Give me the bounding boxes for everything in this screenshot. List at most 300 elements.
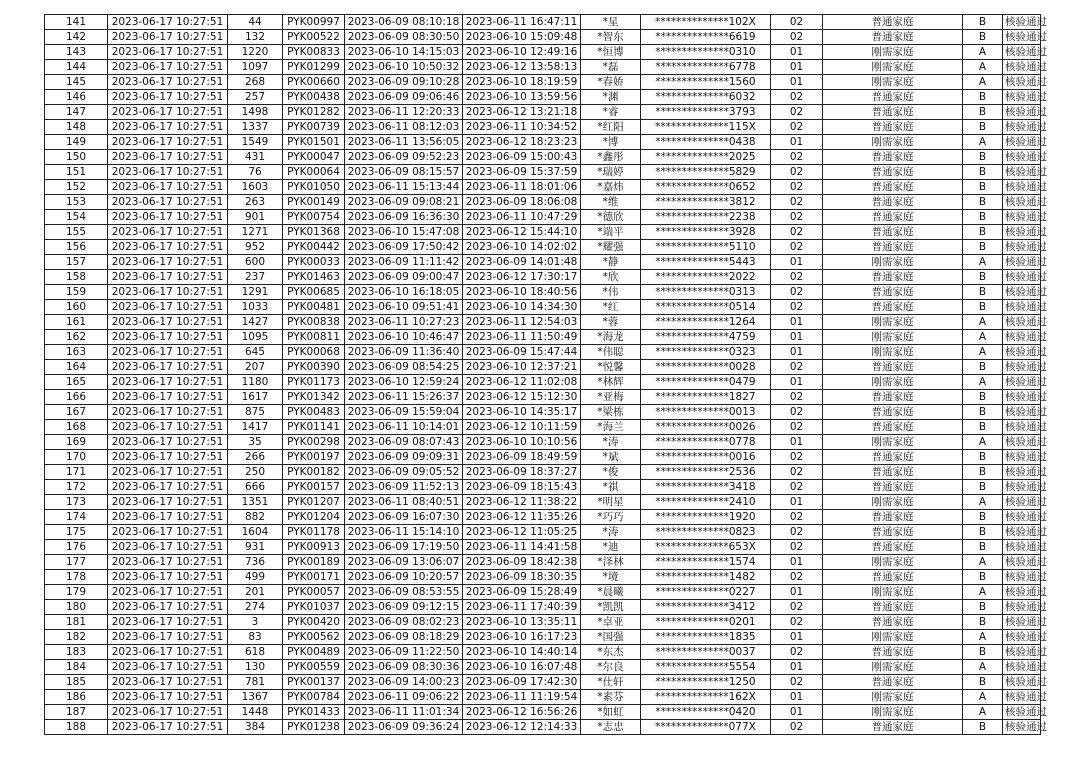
number-cell: 44 xyxy=(228,15,283,30)
code-cell: PYK00838 xyxy=(283,315,345,330)
code-cell: PYK00739 xyxy=(283,120,345,135)
id-number-cell: **************0201 xyxy=(641,615,771,630)
time-cell: 2023-06-17 10:27:51 xyxy=(108,450,228,465)
end-time-cell: 2023-06-09 18:49:59 xyxy=(463,450,581,465)
grade-cell: B xyxy=(963,180,1003,195)
number-cell: 1291 xyxy=(228,285,283,300)
id-number-cell: **************6778 xyxy=(641,60,771,75)
type-code-cell: 01 xyxy=(771,345,823,360)
name-cell: *国强 xyxy=(581,630,641,645)
type-code-cell: 01 xyxy=(771,330,823,345)
number-cell: 274 xyxy=(228,600,283,615)
table-row xyxy=(45,360,1041,375)
name-cell: *海兰 xyxy=(581,420,641,435)
start-time-cell: 2023-06-09 10:20:57 xyxy=(345,570,463,585)
status-cell: 核验通过 xyxy=(1003,390,1041,405)
seq-cell: 174 xyxy=(45,510,108,525)
start-time-cell: 2023-06-09 09:06:46 xyxy=(345,90,463,105)
table-row xyxy=(45,15,1041,30)
status-cell: 核验通过 xyxy=(1003,120,1041,135)
table-row xyxy=(45,615,1041,630)
end-time-cell: 2023-06-10 16:17:23 xyxy=(463,630,581,645)
id-number-cell: **************0016 xyxy=(641,450,771,465)
family-type-cell: 普通家庭 xyxy=(823,30,963,45)
start-time-cell: 2023-06-09 08:07:43 xyxy=(345,435,463,450)
id-number-cell: **************6032 xyxy=(641,90,771,105)
code-cell: PYK00811 xyxy=(283,330,345,345)
time-cell: 2023-06-17 10:27:51 xyxy=(108,465,228,480)
end-time-cell: 2023-06-10 13:59:56 xyxy=(463,90,581,105)
time-cell: 2023-06-17 10:27:51 xyxy=(108,60,228,75)
end-time-cell: 2023-06-11 10:34:52 xyxy=(463,120,581,135)
start-time-cell: 2023-06-11 15:13:44 xyxy=(345,180,463,195)
time-cell: 2023-06-17 10:27:51 xyxy=(108,255,228,270)
name-cell: *卓亚 xyxy=(581,615,641,630)
type-code-cell: 01 xyxy=(771,555,823,570)
table-row xyxy=(45,525,1041,540)
time-cell: 2023-06-17 10:27:51 xyxy=(108,315,228,330)
table-row xyxy=(45,225,1041,240)
status-cell: 核验通过 xyxy=(1003,495,1041,510)
type-code-cell: 01 xyxy=(771,315,823,330)
name-cell: *红阳 xyxy=(581,120,641,135)
type-code-cell: 02 xyxy=(771,570,823,585)
family-type-cell: 刚需家庭 xyxy=(823,585,963,600)
name-cell: *俊 xyxy=(581,465,641,480)
type-code-cell: 02 xyxy=(771,720,823,735)
time-cell: 2023-06-17 10:27:51 xyxy=(108,390,228,405)
status-cell: 核验通过 xyxy=(1003,405,1041,420)
name-cell: *志忠 xyxy=(581,720,641,735)
table-row xyxy=(45,285,1041,300)
family-type-cell: 刚需家庭 xyxy=(823,555,963,570)
family-type-cell: 刚需家庭 xyxy=(823,495,963,510)
id-number-cell: **************5110 xyxy=(641,240,771,255)
code-cell: PYK00913 xyxy=(283,540,345,555)
number-cell: 263 xyxy=(228,195,283,210)
start-time-cell: 2023-06-10 09:51:41 xyxy=(345,300,463,315)
id-number-cell: **************0227 xyxy=(641,585,771,600)
number-cell: 882 xyxy=(228,510,283,525)
seq-cell: 166 xyxy=(45,390,108,405)
seq-cell: 151 xyxy=(45,165,108,180)
start-time-cell: 2023-06-09 09:09:31 xyxy=(345,450,463,465)
start-time-cell: 2023-06-11 08:40:51 xyxy=(345,495,463,510)
start-time-cell: 2023-06-11 15:14:10 xyxy=(345,525,463,540)
end-time-cell: 2023-06-12 12:14:33 xyxy=(463,720,581,735)
grade-cell: B xyxy=(963,465,1003,480)
code-cell: PYK01368 xyxy=(283,225,345,240)
number-cell: 781 xyxy=(228,675,283,690)
seq-cell: 172 xyxy=(45,480,108,495)
id-number-cell: **************3412 xyxy=(641,600,771,615)
time-cell: 2023-06-17 10:27:51 xyxy=(108,285,228,300)
time-cell: 2023-06-17 10:27:51 xyxy=(108,705,228,720)
id-number-cell: **************5829 xyxy=(641,165,771,180)
status-cell: 核验通过 xyxy=(1003,180,1041,195)
seq-cell: 182 xyxy=(45,630,108,645)
code-cell: PYK00033 xyxy=(283,255,345,270)
start-time-cell: 2023-06-09 08:10:18 xyxy=(345,15,463,30)
code-cell: PYK01037 xyxy=(283,600,345,615)
end-time-cell: 2023-06-11 10:47:29 xyxy=(463,210,581,225)
end-time-cell: 2023-06-12 11:05:25 xyxy=(463,525,581,540)
type-code-cell: 02 xyxy=(771,240,823,255)
id-number-cell: **************0013 xyxy=(641,405,771,420)
start-time-cell: 2023-06-09 17:19:50 xyxy=(345,540,463,555)
name-cell: *恒博 xyxy=(581,45,641,60)
time-cell: 2023-06-17 10:27:51 xyxy=(108,330,228,345)
table-row xyxy=(45,585,1041,600)
seq-cell: 167 xyxy=(45,405,108,420)
number-cell: 83 xyxy=(228,630,283,645)
family-type-cell: 刚需家庭 xyxy=(823,435,963,450)
end-time-cell: 2023-06-10 12:49:16 xyxy=(463,45,581,60)
time-cell: 2023-06-17 10:27:51 xyxy=(108,135,228,150)
seq-cell: 168 xyxy=(45,420,108,435)
name-cell: *如虹 xyxy=(581,705,641,720)
table-row xyxy=(45,135,1041,150)
family-type-cell: 刚需家庭 xyxy=(823,255,963,270)
name-cell: *海龙 xyxy=(581,330,641,345)
status-cell: 核验通过 xyxy=(1003,675,1041,690)
status-cell: 核验通过 xyxy=(1003,330,1041,345)
status-cell: 核验通过 xyxy=(1003,240,1041,255)
id-number-cell: **************115X xyxy=(641,120,771,135)
table-row xyxy=(45,690,1041,705)
grade-cell: A xyxy=(963,630,1003,645)
grade-cell: B xyxy=(963,570,1003,585)
start-time-cell: 2023-06-09 09:36:24 xyxy=(345,720,463,735)
number-cell: 250 xyxy=(228,465,283,480)
number-cell: 499 xyxy=(228,570,283,585)
family-type-cell: 刚需家庭 xyxy=(823,345,963,360)
code-cell: PYK00784 xyxy=(283,690,345,705)
table-row xyxy=(45,105,1041,120)
end-time-cell: 2023-06-10 18:40:56 xyxy=(463,285,581,300)
table-row xyxy=(45,195,1041,210)
grade-cell: A xyxy=(963,60,1003,75)
id-number-cell: **************3928 xyxy=(641,225,771,240)
end-time-cell: 2023-06-10 14:35:17 xyxy=(463,405,581,420)
table-row xyxy=(45,540,1041,555)
start-time-cell: 2023-06-09 17:50:42 xyxy=(345,240,463,255)
time-cell: 2023-06-17 10:27:51 xyxy=(108,270,228,285)
status-cell: 核验通过 xyxy=(1003,420,1041,435)
table-row xyxy=(45,600,1041,615)
status-cell: 核验通过 xyxy=(1003,705,1041,720)
type-code-cell: 02 xyxy=(771,615,823,630)
grade-cell: A xyxy=(963,660,1003,675)
time-cell: 2023-06-17 10:27:51 xyxy=(108,720,228,735)
type-code-cell: 02 xyxy=(771,30,823,45)
grade-cell: B xyxy=(963,240,1003,255)
status-cell: 核验通过 xyxy=(1003,195,1041,210)
family-type-cell: 普通家庭 xyxy=(823,615,963,630)
start-time-cell: 2023-06-09 11:22:50 xyxy=(345,645,463,660)
code-cell: PYK00997 xyxy=(283,15,345,30)
start-time-cell: 2023-06-09 09:10:28 xyxy=(345,75,463,90)
start-time-cell: 2023-06-09 09:00:47 xyxy=(345,270,463,285)
number-cell: 257 xyxy=(228,90,283,105)
grade-cell: A xyxy=(963,435,1003,450)
table-row xyxy=(45,465,1041,480)
number-cell: 1033 xyxy=(228,300,283,315)
grade-cell: B xyxy=(963,525,1003,540)
time-cell: 2023-06-17 10:27:51 xyxy=(108,495,228,510)
number-cell: 1367 xyxy=(228,690,283,705)
start-time-cell: 2023-06-09 15:59:04 xyxy=(345,405,463,420)
type-code-cell: 02 xyxy=(771,525,823,540)
grade-cell: B xyxy=(963,120,1003,135)
end-time-cell: 2023-06-10 14:34:30 xyxy=(463,300,581,315)
time-cell: 2023-06-17 10:27:51 xyxy=(108,75,228,90)
id-number-cell: **************5443 xyxy=(641,255,771,270)
status-cell: 核验通过 xyxy=(1003,270,1041,285)
family-type-cell: 普通家庭 xyxy=(823,600,963,615)
start-time-cell: 2023-06-11 13:56:05 xyxy=(345,135,463,150)
code-cell: PYK00754 xyxy=(283,210,345,225)
status-cell: 核验通过 xyxy=(1003,360,1041,375)
end-time-cell: 2023-06-10 13:35:11 xyxy=(463,615,581,630)
time-cell: 2023-06-17 10:27:51 xyxy=(108,675,228,690)
seq-cell: 187 xyxy=(45,705,108,720)
start-time-cell: 2023-06-11 08:12:03 xyxy=(345,120,463,135)
family-type-cell: 刚需家庭 xyxy=(823,630,963,645)
type-code-cell: 01 xyxy=(771,375,823,390)
start-time-cell: 2023-06-09 08:15:57 xyxy=(345,165,463,180)
type-code-cell: 02 xyxy=(771,15,823,30)
end-time-cell: 2023-06-12 18:23:23 xyxy=(463,135,581,150)
start-time-cell: 2023-06-11 09:06:22 xyxy=(345,690,463,705)
grade-cell: B xyxy=(963,270,1003,285)
code-cell: PYK00064 xyxy=(283,165,345,180)
number-cell: 1337 xyxy=(228,120,283,135)
code-cell: PYK00390 xyxy=(283,360,345,375)
time-cell: 2023-06-17 10:27:51 xyxy=(108,630,228,645)
family-type-cell: 普通家庭 xyxy=(823,90,963,105)
type-code-cell: 02 xyxy=(771,225,823,240)
code-cell: PYK00660 xyxy=(283,75,345,90)
seq-cell: 143 xyxy=(45,45,108,60)
id-number-cell: **************2238 xyxy=(641,210,771,225)
table-row xyxy=(45,315,1041,330)
start-time-cell: 2023-06-10 10:50:32 xyxy=(345,60,463,75)
start-time-cell: 2023-06-10 15:47:08 xyxy=(345,225,463,240)
code-cell: PYK00149 xyxy=(283,195,345,210)
name-cell: *博 xyxy=(581,135,641,150)
number-cell: 207 xyxy=(228,360,283,375)
grade-cell: A xyxy=(963,495,1003,510)
time-cell: 2023-06-17 10:27:51 xyxy=(108,30,228,45)
number-cell: 901 xyxy=(228,210,283,225)
end-time-cell: 2023-06-11 18:01:06 xyxy=(463,180,581,195)
time-cell: 2023-06-17 10:27:51 xyxy=(108,690,228,705)
name-cell: *耀强 xyxy=(581,240,641,255)
end-time-cell: 2023-06-11 17:40:39 xyxy=(463,600,581,615)
end-time-cell: 2023-06-10 10:10:56 xyxy=(463,435,581,450)
grade-cell: B xyxy=(963,540,1003,555)
end-time-cell: 2023-06-12 13:58:13 xyxy=(463,60,581,75)
end-time-cell: 2023-06-12 15:44:10 xyxy=(463,225,581,240)
id-number-cell: **************1250 xyxy=(641,675,771,690)
family-type-cell: 普通家庭 xyxy=(823,675,963,690)
type-code-cell: 02 xyxy=(771,210,823,225)
table-row xyxy=(45,120,1041,135)
status-cell: 核验通过 xyxy=(1003,720,1041,735)
time-cell: 2023-06-17 10:27:51 xyxy=(108,555,228,570)
type-code-cell: 02 xyxy=(771,390,823,405)
number-cell: 1271 xyxy=(228,225,283,240)
family-type-cell: 普通家庭 xyxy=(823,105,963,120)
status-cell: 核验通过 xyxy=(1003,435,1041,450)
status-cell: 核验通过 xyxy=(1003,630,1041,645)
code-cell: PYK00171 xyxy=(283,570,345,585)
registration-table xyxy=(44,14,1047,735)
status-cell: 核验通过 xyxy=(1003,255,1041,270)
type-code-cell: 02 xyxy=(771,105,823,120)
id-number-cell: **************3418 xyxy=(641,480,771,495)
grade-cell: B xyxy=(963,450,1003,465)
seq-cell: 153 xyxy=(45,195,108,210)
time-cell: 2023-06-17 10:27:51 xyxy=(108,360,228,375)
code-cell: PYK01207 xyxy=(283,495,345,510)
time-cell: 2023-06-17 10:27:51 xyxy=(108,210,228,225)
type-code-cell: 01 xyxy=(771,255,823,270)
number-cell: 1417 xyxy=(228,420,283,435)
time-cell: 2023-06-17 10:27:51 xyxy=(108,345,228,360)
family-type-cell: 普通家庭 xyxy=(823,120,963,135)
time-cell: 2023-06-17 10:27:51 xyxy=(108,225,228,240)
seq-cell: 147 xyxy=(45,105,108,120)
family-type-cell: 刚需家庭 xyxy=(823,660,963,675)
name-cell: *春娇 xyxy=(581,75,641,90)
grade-cell: B xyxy=(963,225,1003,240)
code-cell: PYK00157 xyxy=(283,480,345,495)
start-time-cell: 2023-06-10 10:46:47 xyxy=(345,330,463,345)
start-time-cell: 2023-06-09 08:18:29 xyxy=(345,630,463,645)
id-number-cell: **************0037 xyxy=(641,645,771,660)
code-cell: PYK00420 xyxy=(283,615,345,630)
time-cell: 2023-06-17 10:27:51 xyxy=(108,45,228,60)
number-cell: 600 xyxy=(228,255,283,270)
grade-cell: A xyxy=(963,45,1003,60)
family-type-cell: 普通家庭 xyxy=(823,405,963,420)
family-type-cell: 普通家庭 xyxy=(823,165,963,180)
number-cell: 132 xyxy=(228,30,283,45)
name-cell: *巧巧 xyxy=(581,510,641,525)
code-cell: PYK00438 xyxy=(283,90,345,105)
status-cell: 核验通过 xyxy=(1003,15,1041,30)
table-row xyxy=(45,60,1041,75)
id-number-cell: **************0313 xyxy=(641,285,771,300)
type-code-cell: 01 xyxy=(771,60,823,75)
end-time-cell: 2023-06-12 17:30:17 xyxy=(463,270,581,285)
type-code-cell: 01 xyxy=(771,75,823,90)
name-cell: *睿 xyxy=(581,105,641,120)
number-cell: 1617 xyxy=(228,390,283,405)
number-cell: 1180 xyxy=(228,375,283,390)
number-cell: 666 xyxy=(228,480,283,495)
table-row xyxy=(45,495,1041,510)
time-cell: 2023-06-17 10:27:51 xyxy=(108,15,228,30)
table-row xyxy=(45,30,1041,45)
time-cell: 2023-06-17 10:27:51 xyxy=(108,405,228,420)
status-cell: 核验通过 xyxy=(1003,615,1041,630)
time-cell: 2023-06-17 10:27:51 xyxy=(108,300,228,315)
grade-cell: B xyxy=(963,15,1003,30)
time-cell: 2023-06-17 10:27:51 xyxy=(108,600,228,615)
name-cell: *林辉 xyxy=(581,375,641,390)
type-code-cell: 02 xyxy=(771,300,823,315)
code-cell: PYK00057 xyxy=(283,585,345,600)
code-cell: PYK01141 xyxy=(283,420,345,435)
seq-cell: 169 xyxy=(45,435,108,450)
grade-cell: A xyxy=(963,255,1003,270)
start-time-cell: 2023-06-11 10:14:01 xyxy=(345,420,463,435)
family-type-cell: 普通家庭 xyxy=(823,510,963,525)
name-cell: *凯凯 xyxy=(581,600,641,615)
start-time-cell: 2023-06-09 08:54:25 xyxy=(345,360,463,375)
name-cell: *蓉 xyxy=(581,315,641,330)
name-cell: *伟聪 xyxy=(581,345,641,360)
code-cell: PYK01238 xyxy=(283,720,345,735)
end-time-cell: 2023-06-09 18:30:35 xyxy=(463,570,581,585)
grade-cell: A xyxy=(963,345,1003,360)
end-time-cell: 2023-06-10 12:37:21 xyxy=(463,360,581,375)
type-code-cell: 02 xyxy=(771,540,823,555)
number-cell: 1498 xyxy=(228,105,283,120)
family-type-cell: 普通家庭 xyxy=(823,465,963,480)
id-number-cell: **************1835 xyxy=(641,630,771,645)
type-code-cell: 02 xyxy=(771,165,823,180)
status-cell: 核验通过 xyxy=(1003,165,1041,180)
type-code-cell: 02 xyxy=(771,120,823,135)
id-number-cell: **************0028 xyxy=(641,360,771,375)
name-cell: *泽林 xyxy=(581,555,641,570)
number-cell: 1095 xyxy=(228,330,283,345)
type-code-cell: 01 xyxy=(771,690,823,705)
status-cell: 核验通过 xyxy=(1003,585,1041,600)
name-cell: *红 xyxy=(581,300,641,315)
table-row xyxy=(45,165,1041,180)
table-row xyxy=(45,420,1041,435)
grade-cell: A xyxy=(963,375,1003,390)
id-number-cell: **************653X xyxy=(641,540,771,555)
grade-cell: B xyxy=(963,405,1003,420)
family-type-cell: 普通家庭 xyxy=(823,225,963,240)
code-cell: PYK01178 xyxy=(283,525,345,540)
type-code-cell: 02 xyxy=(771,360,823,375)
start-time-cell: 2023-06-11 15:26:37 xyxy=(345,390,463,405)
end-time-cell: 2023-06-11 11:19:54 xyxy=(463,690,581,705)
number-cell: 952 xyxy=(228,240,283,255)
code-cell: PYK00182 xyxy=(283,465,345,480)
family-type-cell: 普通家庭 xyxy=(823,720,963,735)
status-cell: 核验通过 xyxy=(1003,525,1041,540)
id-number-cell: **************2025 xyxy=(641,150,771,165)
id-number-cell: **************1560 xyxy=(641,75,771,90)
start-time-cell: 2023-06-10 14:15:03 xyxy=(345,45,463,60)
seq-cell: 158 xyxy=(45,270,108,285)
name-cell: *明星 xyxy=(581,495,641,510)
seq-cell: 173 xyxy=(45,495,108,510)
seq-cell: 179 xyxy=(45,585,108,600)
name-cell: *伟 xyxy=(581,285,641,300)
table-row xyxy=(45,180,1041,195)
id-number-cell: **************162X xyxy=(641,690,771,705)
seq-cell: 178 xyxy=(45,570,108,585)
